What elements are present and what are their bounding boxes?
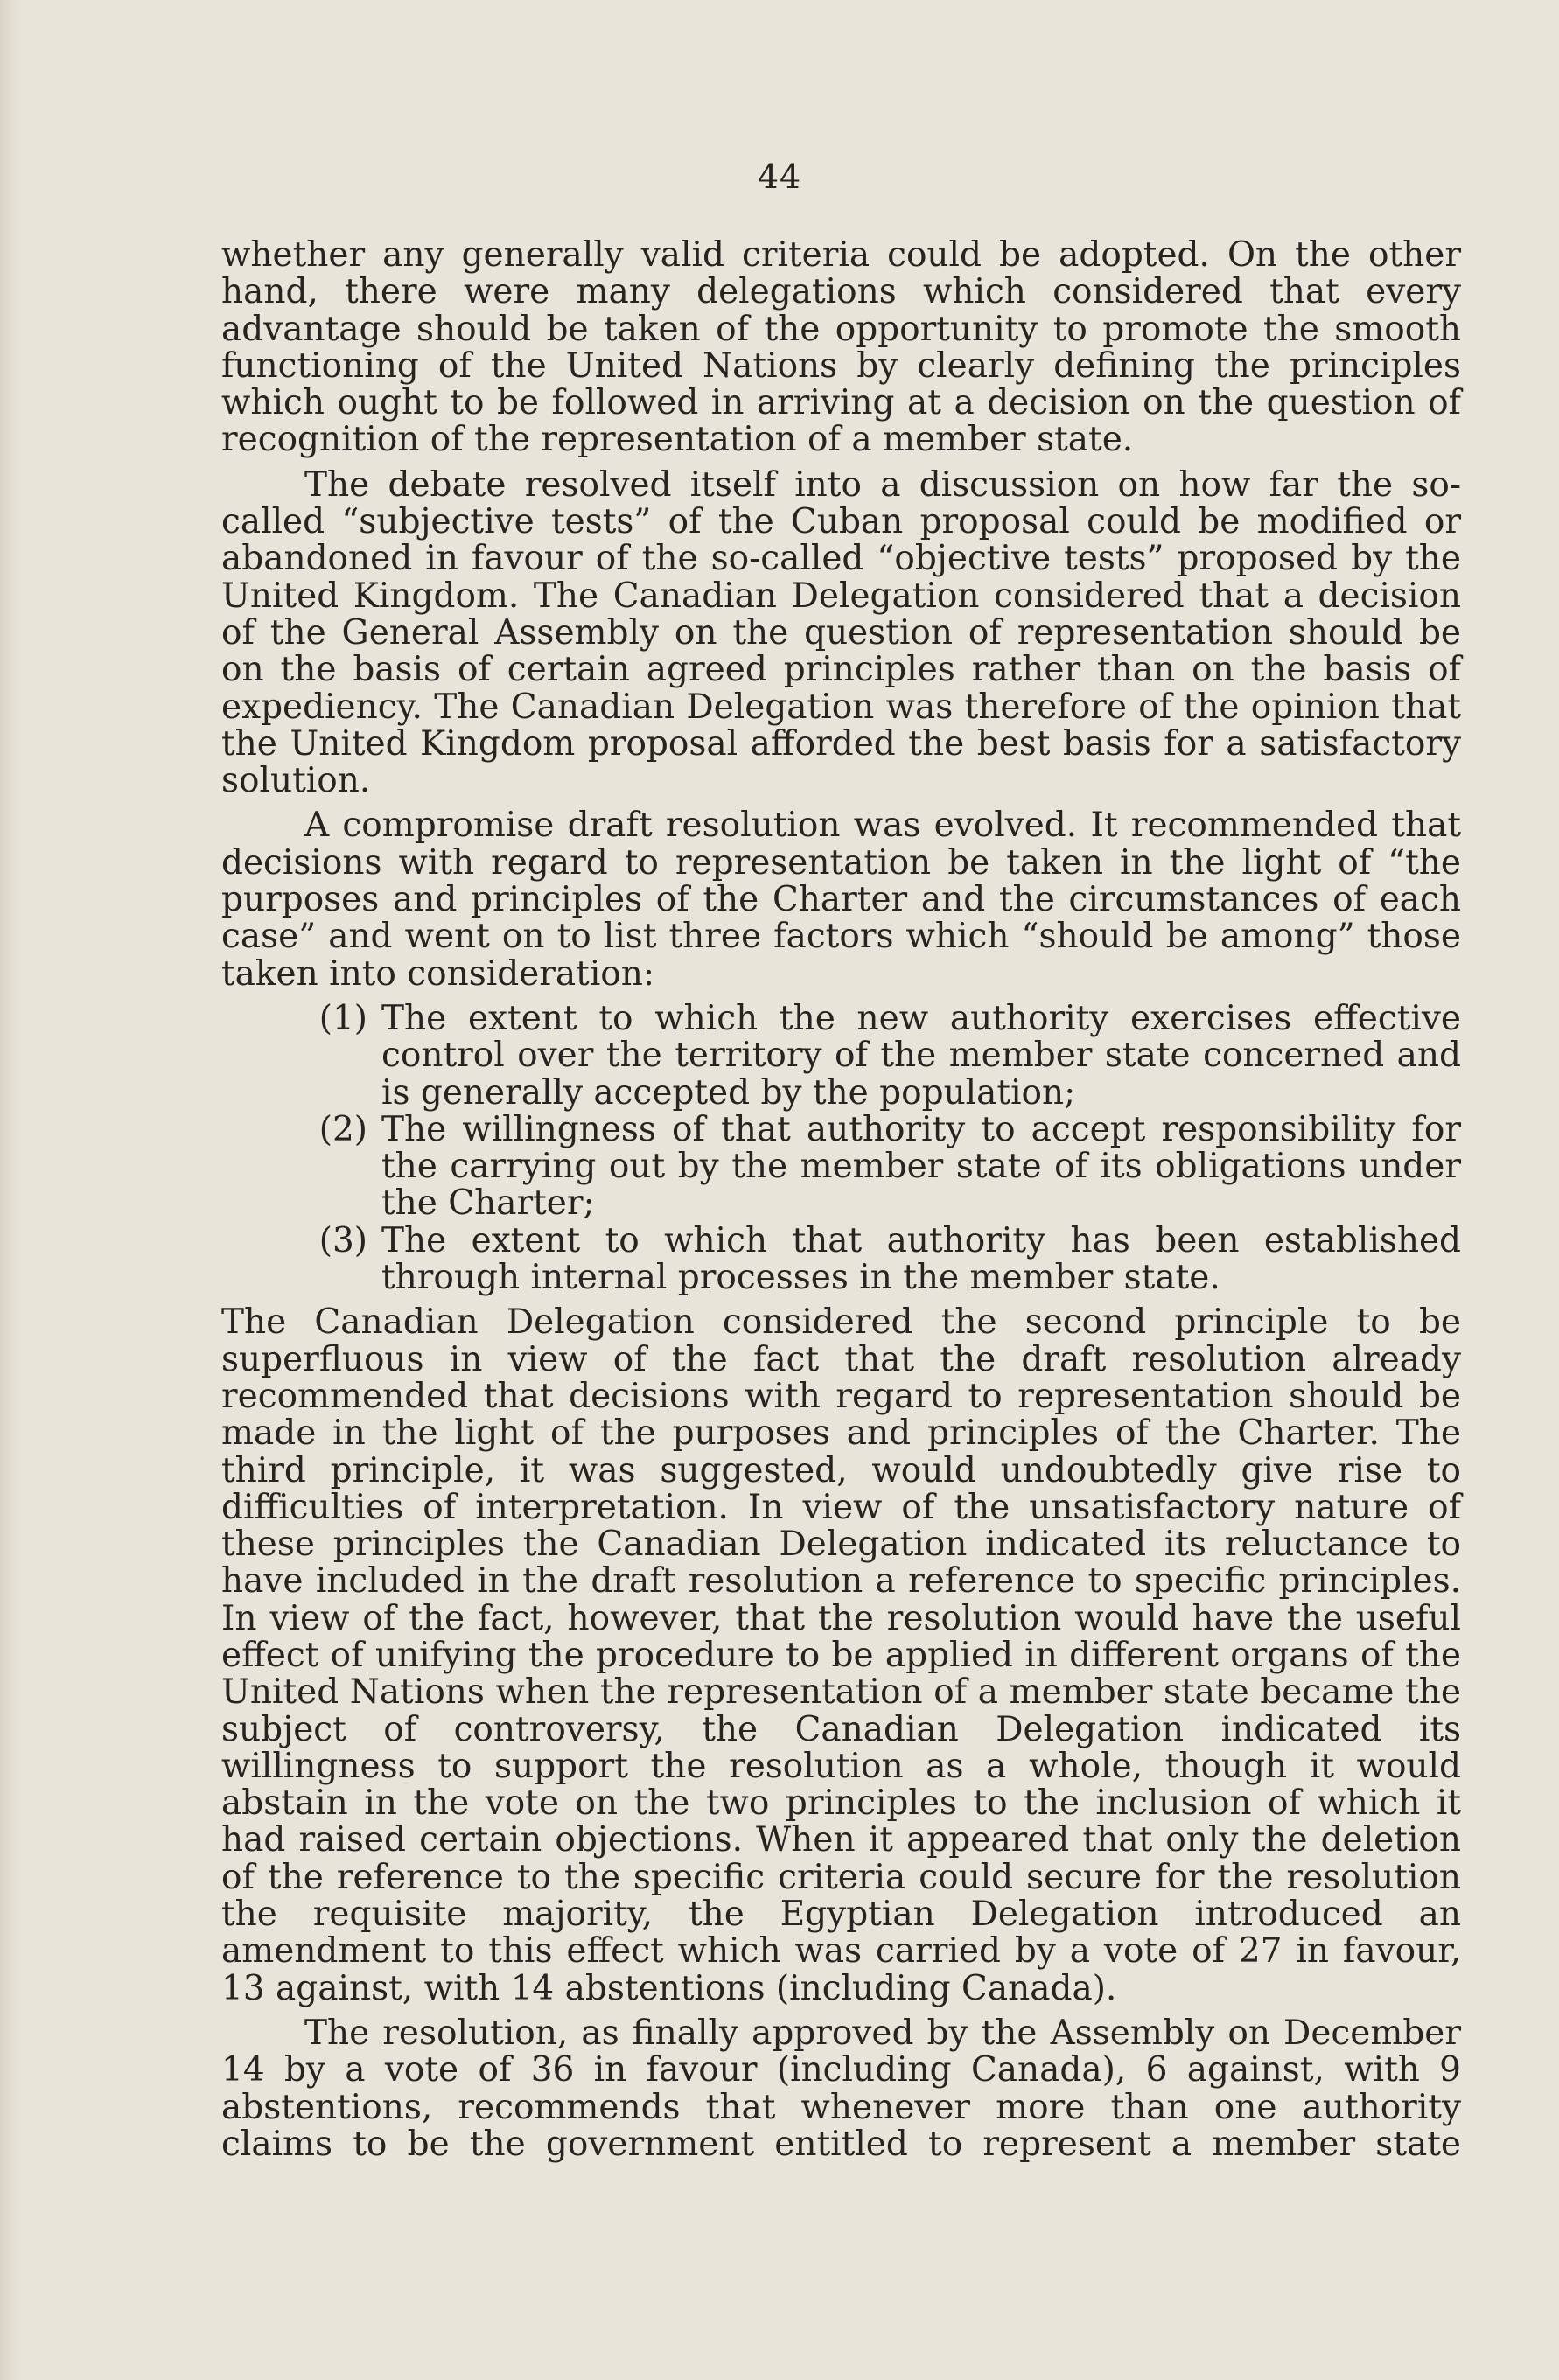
criteria-item-number: (2) [318,1109,367,1149]
criteria-item [221,998,1461,1113]
criteria-item [221,1220,1461,1298]
criteria-item-number: (1) [318,998,367,1038]
paragraph-debate: The debate resolved itself into a discussion on how far the so-called “subjective tests” of the Cuban proposal could be modified or abandoned in favour of the so-called “objective tests” proposed by the United Kingdom. The Canadian Delegation considered that a decision of the General Assembly on the question of representation should be on the basis of certain agreed principles rather than on the basis of expediency. The Canadian Delegation was therefore of the opinion that the United Kingdom proposal afforded the best basis for a satisfactory solution. [221,464,1461,801]
criteria-item [221,1109,1461,1224]
page-edge [0,0,23,2380]
criteria-item-number: (3) [318,1220,367,1260]
criteria-item-text: The extent to which the new authority exercises effective control over the territory of the member state concerned and is generally accepted by the population; [381,998,1461,1113]
criteria-item-text: The extent to which that authority has been established through internal processes in the member state. [381,1220,1461,1298]
criteria-list [221,998,1461,1298]
body-text [221,237,1461,2171]
paragraph-canadian-position: The Canadian Delegation considered the second principle to be superfluous in view of the fact that the draft resolution already recommended that decisions with regard to representation should be made in the light of the purposes and principles of the Charter. The third principle, it was suggested, would undoubtedly give rise to difficulties of interpretation. In view of the unsatisfactory nature of these principles the Canadian Delegation indicated its reluctance to have included in the draft resolution a reference to specific principles. In view of the fact, however, that the resolution would have the useful effect of unifying the procedure to be applied in different organs of the United Nations when the representation of a member state became the subject of controversy, the Canadian Delegation indicated its willingness to support the resolution as a whole, though it would abstain in the vote on the two principles to the inclusion of which it had raised certain objections. When it appeared that only the deletion of the reference to the specific criteria could secure for the resolution the requisite majority, the Egyptian Delegation introduced an amendment to this effect which was carried by a vote of 27 in favour, 13 against, with 14 abstentions (including Canada). [221,1302,1461,2008]
paragraph-final-resolution: The resolution, as finally approved by the Assembly on December 14 by a vote of 36 in favour (including Canada), 6 against, with 9 abstentions, recommends that whenever more than one authority claims to be the government entitled to represent a member state [221,2013,1461,2164]
criteria-item-text: The willingness of that authority to accept responsibility for the carrying out by the member state of its obligations under the Charter; [381,1109,1461,1224]
page-number: 44 [757,157,802,196]
paragraph-compromise: A compromise draft resolution was evolved. It recommended that decisions with regard to representation be taken in the light of “the purposes and principles of the Charter and the circumstances of each case” and went on to list three factors which “should be among” those taken into consideration: [221,806,1461,994]
paragraph-continuation: whether any generally valid criteria could be adopted. On the other hand, there were many delegations which considered that every advantage should be taken of the opportunity to promote the smooth functioning of the United Nations by clearly defining the principles which ought to be followed in arriving at a decision on the question of recognition of the representation of a member state. [221,235,1461,460]
